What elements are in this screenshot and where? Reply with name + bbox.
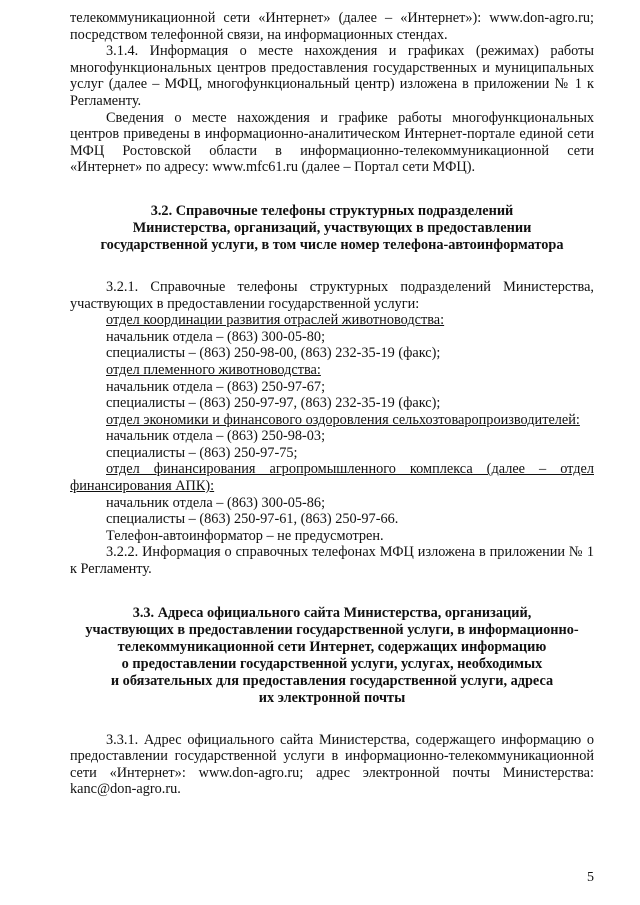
section-3-3-title-line-5: и обязательных для предоставления государственной услуги, адреса bbox=[110, 672, 554, 689]
paragraph-mfc-info: Сведения о месте нахождения и графике работы многофункциональных центров приведены в информационно-аналитическом Интернет-портале единой сети МФЦ Ростовской области в информационно-телекоммуникационной сети «Интернет» по адресу: www.mfc61.ru (далее – Портал сети МФЦ). bbox=[70, 109, 594, 176]
section-3-2-heading bbox=[70, 203, 594, 254]
autoinformer-line: Телефон-автоинформатор – не предусмотрен. bbox=[106, 527, 384, 544]
dept1-specialists-phone: специалисты – (863) 250-98-00, (863) 232-35-19 (факс); bbox=[106, 345, 441, 362]
dept2-specialists-phone: специалисты – (863) 250-97-97, (863) 232-35-19 (факс); bbox=[106, 395, 441, 412]
paragraph-3-2-2: 3.2.2. Информация о справочных телефонах МФЦ изложена в приложении № 1 к Регламенту. bbox=[70, 544, 594, 578]
section-3-3-heading bbox=[70, 605, 594, 707]
document-page bbox=[70, 10, 594, 798]
paragraph-3-1-4: 3.1.4. Информация о месте нахождения и графиках (режимах) работы многофункциональных центров предоставления государственных и муниципальных услуг (далее – МФЦ, многофункциональный центр) изложена в приложении № 1 к Регламенту. bbox=[70, 43, 594, 109]
section-3-3-title-line-4: о предоставлении государственной услуги, услугах, необходимых bbox=[121, 655, 543, 672]
dept2-head-phone: начальник отдела – (863) 250-97-67; bbox=[106, 378, 326, 395]
section-3-3-title-line-1: 3.3. Адреса официального сайта Министерства, организаций, bbox=[132, 604, 532, 621]
dept-apk-financing: отдел финансирования агропромышленного комплекса (далее – отдел финансирования АПК): bbox=[70, 461, 594, 495]
section-3-3-title-line-2: участвующих в предоставлении государственной услуги, в информационно- bbox=[85, 621, 579, 638]
paragraph-3-2-1: 3.2.1. Справочные телефоны структурных подразделений Министерства, участвующих в предоставлении государственной услуги: bbox=[70, 278, 594, 312]
dept4-head-phone: начальник отдела – (863) 300-05-86; bbox=[106, 494, 326, 511]
section-3-2-title-line-2: Министерства, организаций, участвующих в предоставлении bbox=[132, 219, 532, 236]
section-3-2-title-line-1: 3.2. Справочные телефоны структурных подразделений bbox=[150, 202, 514, 219]
dept3-head-phone: начальник отдела – (863) 250-98-03; bbox=[106, 428, 326, 445]
dept1-head-phone: начальник отдела – (863) 300-05-80; bbox=[106, 328, 326, 345]
section-3-3-title-line-3: телекоммуникационной сети Интернет, содержащих информацию bbox=[117, 638, 547, 655]
section-3-3-title-line-6: их электронной почты bbox=[258, 689, 406, 706]
dept-breeding-livestock: отдел племенного животноводства: bbox=[106, 361, 321, 378]
intro-paragraph: телекоммуникационной сети «Интернет» (далее – «Интернет»): www.don-agro.ru; посредством телефонной связи, на информационных стендах. bbox=[70, 10, 594, 43]
page-number: 5 bbox=[587, 870, 594, 886]
dept-economics-finance: отдел экономики и финансового оздоровления сельхозтоваропроизводителей: bbox=[106, 411, 580, 428]
dept-livestock-coordination: отдел координации развития отраслей животноводства: bbox=[106, 312, 445, 329]
paragraph-3-3-1: 3.3.1. Адрес официального сайта Министерства, содержащего информацию о предоставлении государственной услуги в информационно-телекоммуникационной сети «Интернет»: www.don-agro.ru; адрес электронной почты Министерства: kanc@don-agro.ru. bbox=[70, 731, 594, 798]
dept4-specialists-phone: специалисты – (863) 250-97-61, (863) 250-97-66. bbox=[106, 511, 399, 528]
section-3-2-title-line-3: государственной услуги, в том числе номер телефона-автоинформатора bbox=[100, 236, 564, 253]
dept3-specialists-phone: специалисты – (863) 250-97-75; bbox=[106, 444, 298, 461]
